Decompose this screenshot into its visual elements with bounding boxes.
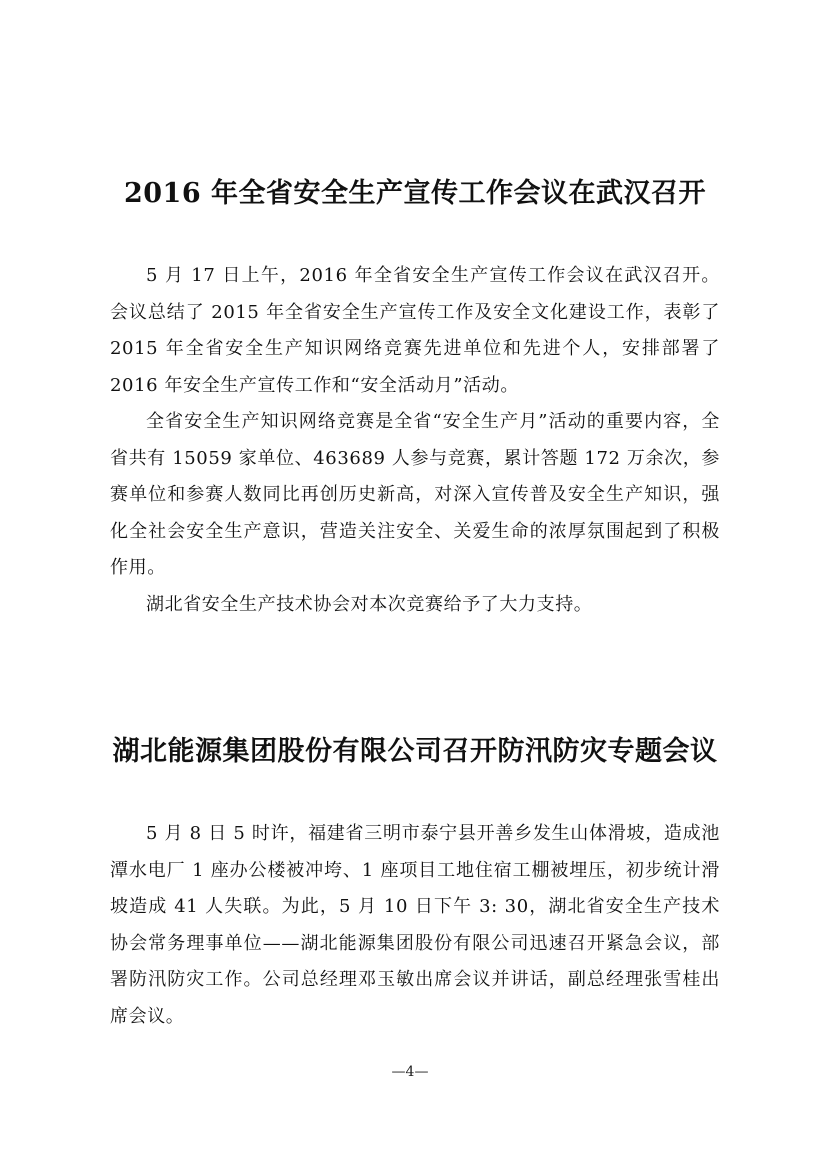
article-paragraph: 全省安全生产知识网络竞赛是全省“安全生产月”活动的重要内容，全省共有 15059 家单位、463689 人参与竞赛，累计答题 172 万余次，参赛单位和参赛人数同比再创历史新高，对深入宣传普及安全生产知识，强化全社会安全生产意识，营造关注安全、关爱生命的浓厚氛围起到了积极作用。 (110, 411, 720, 578)
page-number: —4— (391, 1064, 429, 1080)
article-title: 湖北能源集团股份有限公司召开防汛防灾专题会议 (112, 736, 718, 767)
article-flood-prevention-meeting (110, 730, 720, 1035)
article-paragraph: 湖北省安全生产技术协会对本次竞赛给予了大力支持。 (146, 593, 593, 615)
article-safety-publicity-meeting (110, 172, 720, 623)
article-paragraph: 5 月 17 日上午，2016 年全省安全生产宣传工作会议在武汉召开。会议总结了 2015 年全省安全生产宣传工作及安全文化建设工作，表彰了 2015 年全省安全生产知识网络竞赛先进单位和先进个人，安排部署了 2016 年安全生产宣传工作和“安全活动月”活动。 (110, 265, 720, 396)
article-paragraph: 5 月 8 日 5 时许，福建省三明市泰宁县开善乡发生山体滑坡，造成池潭水电厂 1 座办公楼被冲垮、1 座项目工地住宿工棚被埋压，初步统计滑坡造成 41 人失联。为此，5 月 10 日下午 3: 30，湖北省安全生产技术协会常务理事单位——湖北能源集团股份有限公司迅速召开紧急会议，部署防汛防灾工作。公司总经理邓玉敏出席会议并讲话，副总经理张雪桂出席会议。 (110, 823, 720, 1027)
article-title: 2016 年全省安全生产宣传工作会议在武汉召开 (123, 178, 707, 209)
